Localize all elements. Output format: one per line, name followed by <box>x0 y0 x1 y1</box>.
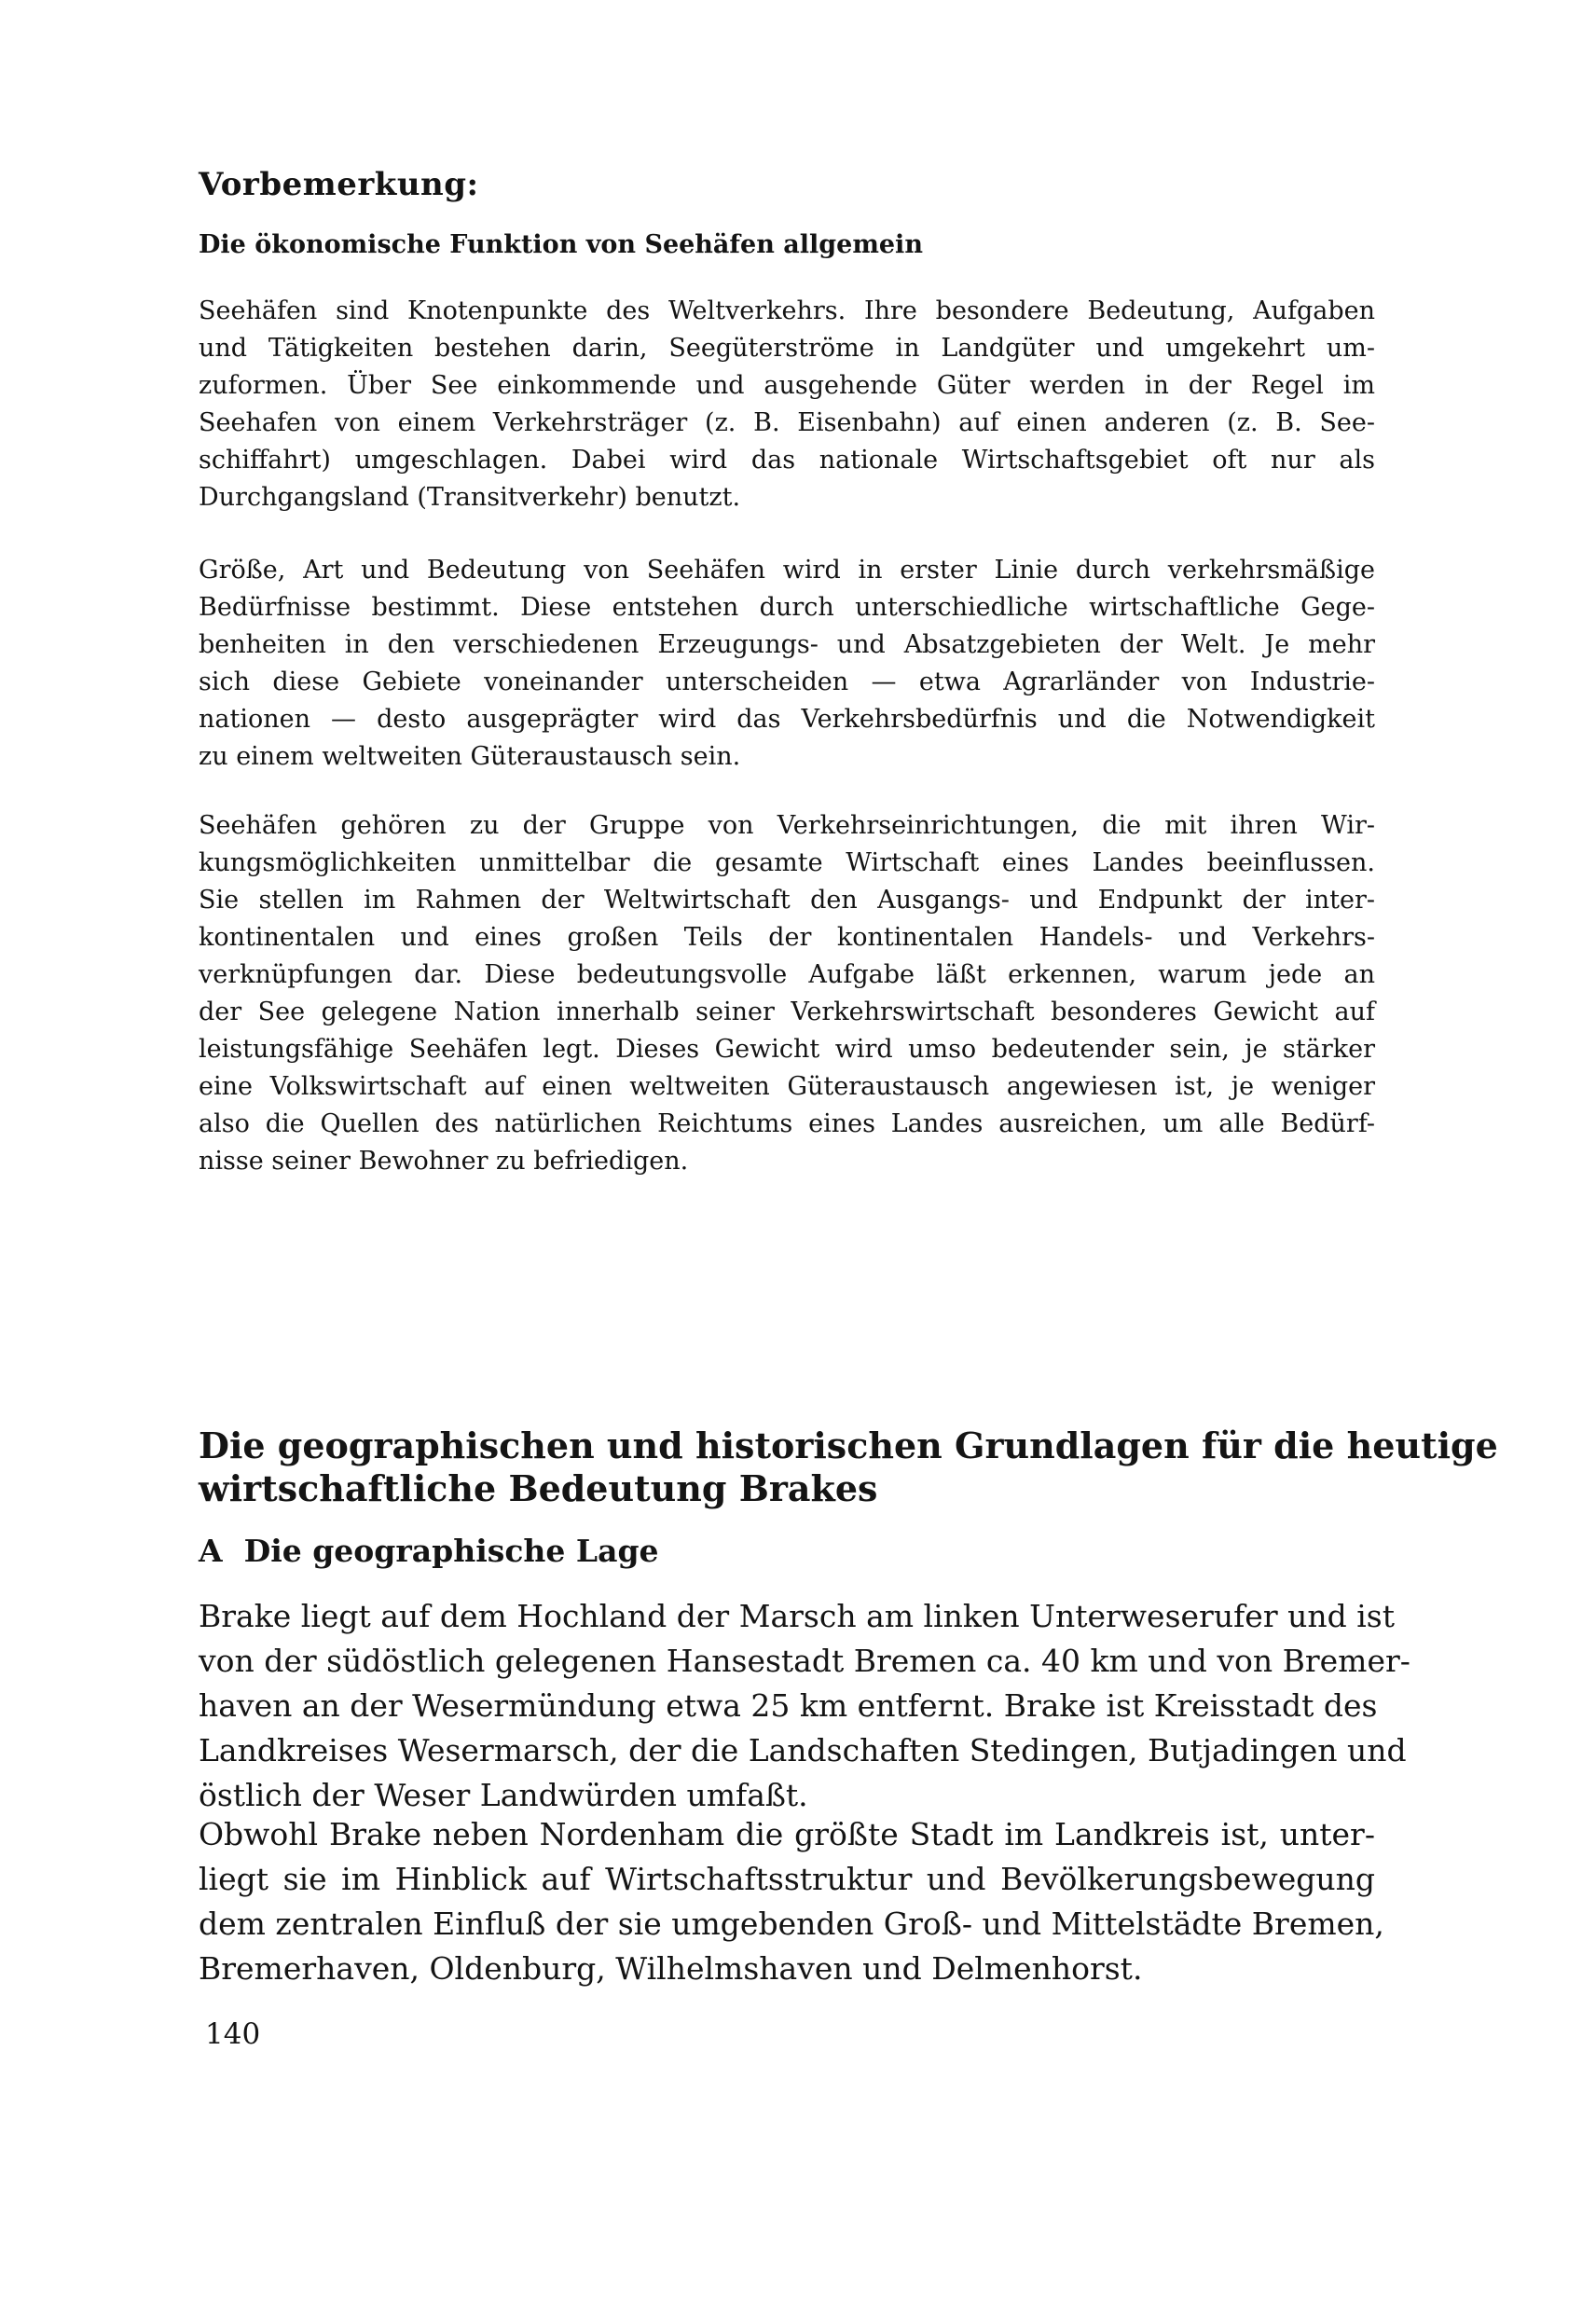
text-line: Durchgangsland (Transitverkehr) benutzt. <box>199 483 741 512</box>
paragraph-brake-lage <box>199 1594 1410 1818</box>
text-line: also die Quellen des natürlichen Reichtums eines Landes ausreichen, um alle Bedürf- <box>199 1109 1375 1138</box>
text-line: Landkreises Wesermarsch, der die Landschaften Stedingen, Butjadingen und <box>199 1732 1407 1768</box>
paragraph-seehaefen-knotenpunkte <box>199 293 1375 516</box>
text-line: liegt sie im Hinblick auf Wirtschaftsstruktur und Bevölkerungsbewegung <box>199 1861 1375 1897</box>
subsection-heading: A Die geographische Lage <box>199 1533 659 1569</box>
text-line: Sie stellen im Rahmen der Weltwirtschaft den Ausgangs- und Endpunkt der inter- <box>199 886 1375 915</box>
text-line: haven an der Wesermündung etwa 25 km entfernt. Brake ist Kreisstadt des <box>199 1687 1378 1724</box>
text-line: dem zentralen Einfluß der sie umgebenden Groß- und Mittelstädte Bremen, <box>199 1906 1384 1942</box>
text-line: kontinentalen und eines großen Teils der kontinentalen Handels- und Verkehrs- <box>199 923 1375 952</box>
text-line: und Tätigkeiten bestehen darin, Seegüterströme in Landgüter und umgekehrt um- <box>199 334 1375 363</box>
text-line: schiffahrt) umgeschlagen. Dabei wird das nationale Wirtschaftsgebiet oft nur als <box>199 446 1375 475</box>
text-line: von der südöstlich gelegenen Hansestadt Bremen ca. 40 km und von Bremer- <box>199 1643 1410 1679</box>
text-line: eine Volkswirtschaft auf einen weltweiten Güteraustausch angewiesen ist, je weniger <box>199 1072 1375 1101</box>
text-line: Bremerhaven, Oldenburg, Wilhelmshaven und Delmenhorst. <box>199 1950 1143 1987</box>
paragraph-brake-einfluss <box>199 1812 1384 1991</box>
text-line: sich diese Gebiete voneinander unterscheiden — etwa Agrarländer von Industrie- <box>199 667 1375 696</box>
text-line: zu einem weltweiten Güteraustausch sein. <box>199 742 741 771</box>
text-line: kungsmöglichkeiten unmittelbar die gesamte Wirtschaft eines Landes beeinflussen. <box>199 848 1375 877</box>
text-line: der See gelegene Nation innerhalb seiner Verkehrswirtschaft besonderes Gewicht auf <box>199 998 1375 1026</box>
section-heading-line: Die geographischen und historischen Grundlagen für die heutige <box>199 1424 1498 1466</box>
text-line: verknüpfungen dar. Diese bedeutungsvolle Aufgabe läßt erkennen, warum jede an <box>199 960 1375 989</box>
text-line: Obwohl Brake neben Nordenham die größte Stadt im Landkreis ist, unter- <box>199 1816 1375 1852</box>
text-line: leistungsfähige Seehäfen legt. Dieses Gewicht wird umso bedeutender sein, je stärker <box>199 1035 1375 1064</box>
section-heading-line: wirtschaftliche Bedeutung Brakes <box>199 1467 878 1509</box>
text-line: Bedürfnisse bestimmt. Diese entstehen durch unterschiedliche wirtschaftliche Gege- <box>199 593 1375 622</box>
text-line: östlich der Weser Landwürden umfaßt. <box>199 1777 808 1813</box>
section-heading <box>199 1424 1498 1510</box>
intro-subheading: Die ökonomische Funktion von Seehäfen allgemein <box>199 230 923 259</box>
text-line: Seehafen von einem Verkehrsträger (z. B. Eisenbahn) auf einen anderen (z. B. See- <box>199 408 1375 437</box>
paragraph-groesse-art-bedeutung <box>199 552 1375 776</box>
text-line: Größe, Art und Bedeutung von Seehäfen wird in erster Linie durch verkehrsmäßige <box>199 556 1375 585</box>
text-line: Brake liegt auf dem Hochland der Marsch am linken Unterweserufer und ist <box>199 1598 1395 1634</box>
text-line: benheiten in den verschiedenen Erzeugungs- und Absatzgebieten der Welt. Je mehr <box>199 630 1375 659</box>
text-line: Seehäfen sind Knotenpunkte des Weltverkehrs. Ihre besondere Bedeutung, Aufgaben <box>199 296 1375 325</box>
text-line: nisse seiner Bewohner zu befriedigen. <box>199 1147 689 1176</box>
text-line: Seehäfen gehören zu der Gruppe von Verkehrseinrichtungen, die mit ihren Wir- <box>199 811 1375 840</box>
page-number: 140 <box>205 2017 261 2051</box>
text-line: nationen — desto ausgeprägter wird das Verkehrsbedürfnis und die Notwendigkeit <box>199 705 1375 734</box>
text-line: zuformen. Über See einkommende und ausgehende Güter werden in der Regel im <box>199 371 1375 400</box>
intro-heading: Vorbemerkung: <box>199 166 479 203</box>
paragraph-verkehrseinrichtungen <box>199 807 1375 1180</box>
